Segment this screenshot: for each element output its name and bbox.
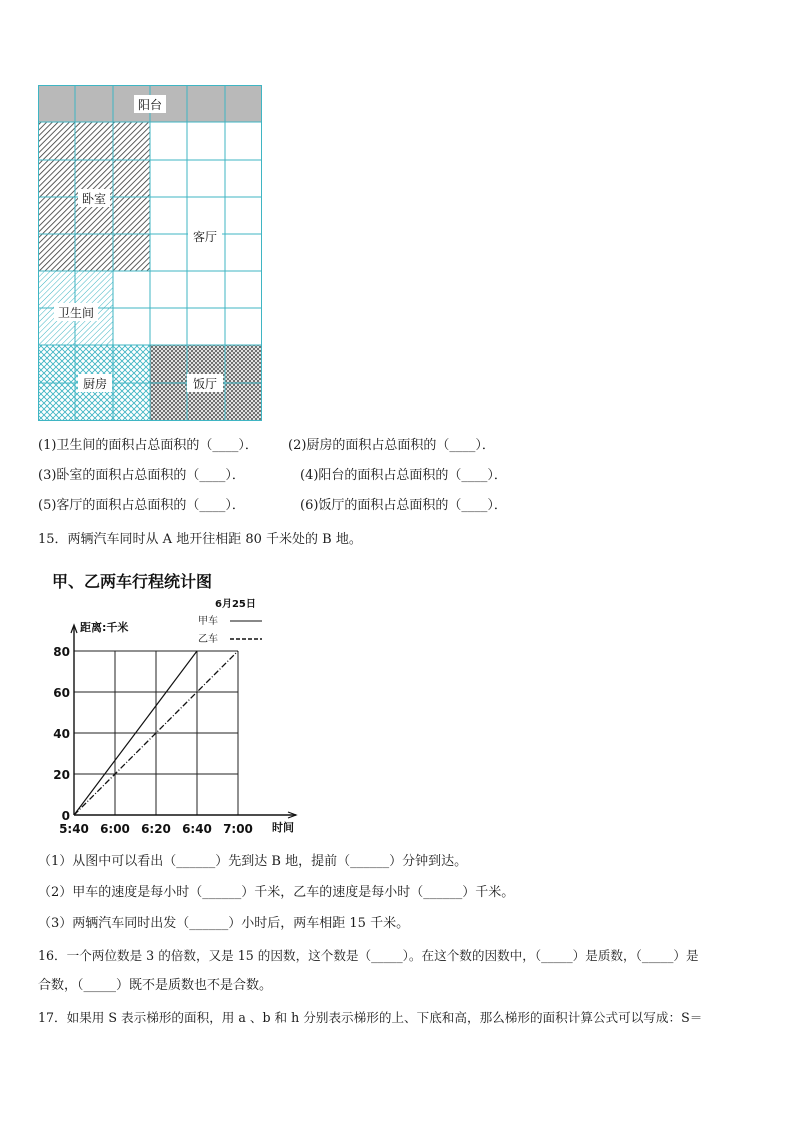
legend-label-yi: 乙车 — [198, 634, 218, 645]
x-tick-label-4: 7:00 — [223, 822, 253, 836]
chart-date: 6月25日 — [215, 599, 256, 610]
q15-item-1: （1）从图中可以看出（______）先到达 B 地，提前（______）分钟到达。 — [38, 854, 468, 869]
x-tick-label-1: 6:00 — [100, 822, 130, 836]
q14-item-1: (1)卫生间的面积占总面积的（____）． — [38, 438, 258, 453]
dining-room-label: 饭厅 — [192, 377, 218, 391]
kitchen-label: 厨房 — [82, 377, 108, 391]
x-axis-label: 时间 — [272, 821, 294, 834]
travel-chart — [50, 565, 310, 840]
q14-item-3: (3)卧室的面积占总面积的（____）． — [38, 468, 245, 483]
bedroom-label: 卧室 — [81, 192, 107, 206]
y-tick-label-20: 20 — [53, 768, 70, 782]
chart-title: 甲、乙两车行程统计图 — [52, 572, 213, 591]
bathroom-label: 卫生间 — [57, 306, 95, 320]
q15-stem: 15．两辆汽车同时从 A 地开往相距 80 千米处的 B 地。 — [38, 532, 362, 547]
legend-label-jia: 甲车 — [198, 616, 218, 627]
q14-item-2: (2)厨房的面积占总面积的（____）． — [288, 438, 495, 453]
x-tick-label-3: 6:40 — [182, 822, 212, 836]
q15-item-2: （2）甲车的速度是每小时（______）千米，乙车的速度是每小时（______）千米。 — [38, 885, 515, 900]
living-room-label: 客厅 — [192, 230, 218, 244]
q14-item-4: (4)阳台的面积占总面积的（____）． — [300, 468, 507, 483]
q14-item-5: (5)客厅的面积占总面积的（____）． — [38, 498, 245, 513]
y-tick-label-0: 0 — [61, 809, 70, 823]
balcony-label: 阳台 — [137, 98, 163, 112]
y-tick-label-60: 60 — [53, 686, 70, 700]
y-tick-label-80: 80 — [53, 645, 70, 659]
q15-item-3: （3）两辆汽车同时出发（______）小时后，两车相距 15 千米。 — [38, 916, 410, 931]
y-axis-label: 距离:千米 — [80, 621, 129, 634]
q16-line-1: 16．一个两位数是 3 的倍数，又是 15 的因数，这个数是（_____）。在这个数的因数中，（_____）是质数，（_____）是 — [38, 948, 699, 963]
x-tick-label-0: 5:40 — [59, 822, 89, 836]
y-tick-label-40: 40 — [53, 727, 70, 741]
q17-line-1: 17．如果用 S 表示梯形的面积，用 a 、b 和 h 分别表示梯形的上、下底和高，那么梯形的面积计算公式可以写成：S＝ — [38, 1010, 703, 1025]
q16-line-2: 合数，（_____）既不是质数也不是合数。 — [38, 978, 273, 993]
x-tick-label-2: 6:20 — [141, 822, 171, 836]
q14-item-6: (6)饭厅的面积占总面积的（____）． — [300, 498, 507, 513]
floor-plan — [38, 85, 262, 421]
